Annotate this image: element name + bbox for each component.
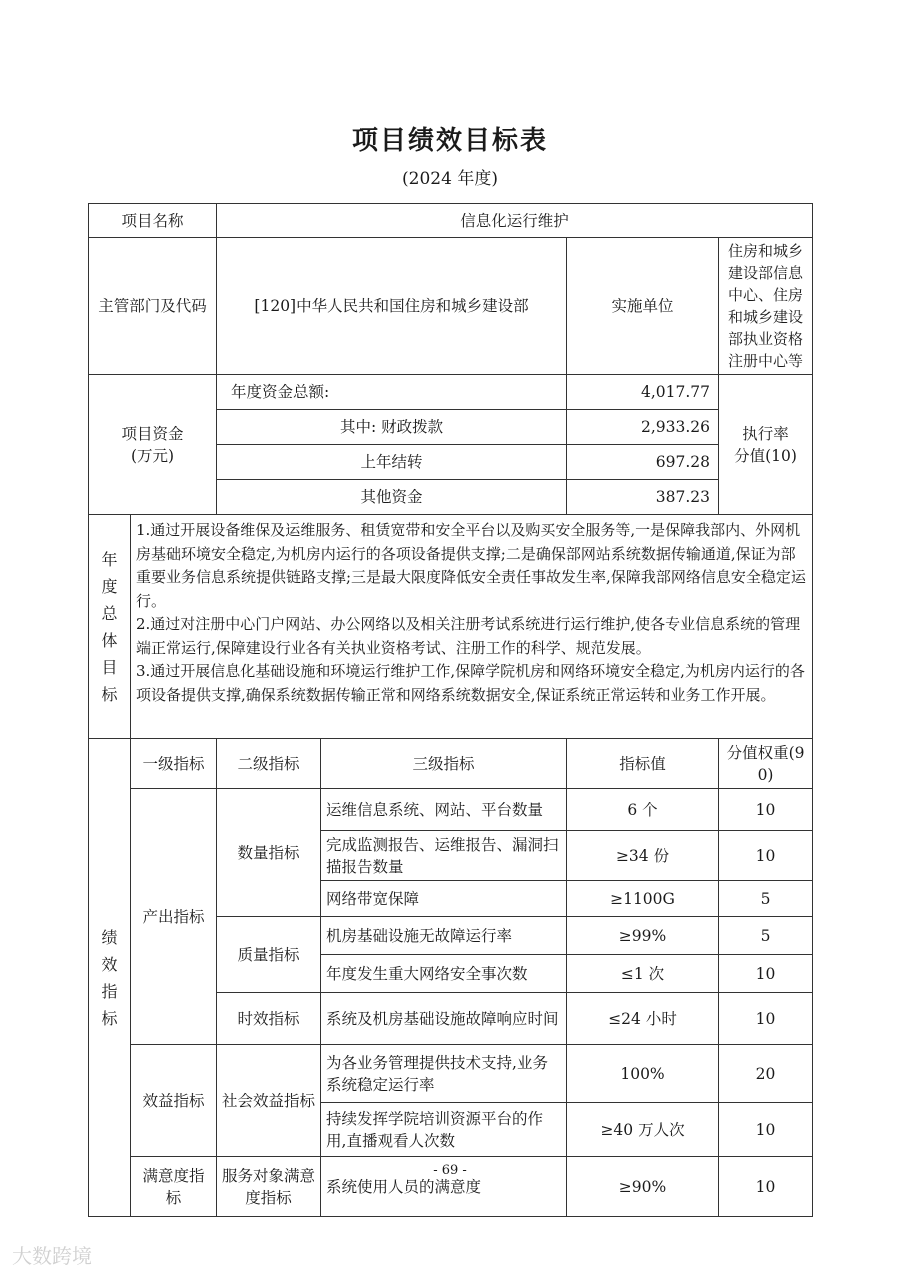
header-value: 指标值: [567, 739, 719, 789]
dept-value: [120]中华人民共和国住房和城乡建设部: [217, 238, 567, 375]
row-indicator: 机房基础设施无故障运行率: [321, 917, 567, 955]
project-name-value: 信息化运行维护: [217, 204, 813, 238]
row-value: 6 个: [567, 789, 719, 831]
row-value: ≥34 份: [567, 831, 719, 881]
fund-other-value: 387.23: [567, 480, 719, 515]
row-weight: 10: [719, 1157, 813, 1217]
row-weight: 10: [719, 993, 813, 1045]
goals-label-text: 年度总体目标: [101, 549, 118, 704]
header-level2: 二级指标: [217, 739, 321, 789]
impl-label: 实施单位: [567, 238, 719, 375]
row-indicator: 为各业务管理提供技术支持,业务系统稳定运行率: [321, 1045, 567, 1103]
goal-1: 1.通过开展设备维保及运维服务、租赁宽带和安全平台以及购买安全服务等,一是保障我部内、外网机房基础环境安全稳定,为机房内运行的各项设备提供支撑;二是确保部网站系统数据传输通道,保证为部重要业务信息系统提供链路支撑;三是最大限度降低安全责任事故发生率,保障我部网络信息安全稳定运行。: [136, 521, 806, 610]
fund-fiscal-label: 其中: 财政拨款: [217, 410, 567, 445]
row-value: ≥40 万人次: [567, 1103, 719, 1157]
row-indicator: 运维信息系统、网站、平台数量: [321, 789, 567, 831]
group-quality: 质量指标: [217, 917, 321, 993]
group-quantity: 数量指标: [217, 789, 321, 917]
row-value: ≤1 次: [567, 955, 719, 993]
goal-2: 2.通过对注册中心门户网站、办公网络以及相关注册考试系统进行运行维护,使各专业信息系统的管理端正常运行,保障建设行业各有关执业资格考试、注册工作的科学、规范发展。: [136, 615, 801, 657]
fund-fiscal-value: 2,933.26: [567, 410, 719, 445]
perf-label-text: 绩效指标: [101, 927, 118, 1028]
dept-label: 主管部门及代码: [89, 238, 217, 375]
perf-label: [89, 739, 131, 1217]
goal-3: 3.通过开展信息化基础设施和环境运行维护工作,保障学院机房和网络环境安全稳定,为机房内运行的各项设备提供支撑,确保系统数据传输正常和网络系统数据安全,保证系统正常运转和业务工作开展。: [136, 662, 805, 704]
page-title: 项目绩效目标表: [351, 126, 548, 156]
impl-value: 住房和城乡建设部信息中心、住房和城乡建设部执业资格注册中心等: [719, 238, 813, 375]
header-level3: 三级指标: [321, 739, 567, 789]
goals-text: [131, 515, 813, 739]
row-indicator: 年度发生重大网络安全事次数: [321, 955, 567, 993]
group-timeliness: 时效指标: [217, 993, 321, 1045]
year-subtitle: (2024 年度): [402, 169, 498, 189]
exec-rate-label: 执行率 分值(10): [719, 375, 813, 515]
performance-table: [88, 203, 813, 1217]
group-satisfaction: 满意度指标: [131, 1157, 217, 1217]
page-number: - 69 -: [433, 1163, 467, 1178]
group-output: 产出指标: [131, 789, 217, 1045]
row-weight: 20: [719, 1045, 813, 1103]
row-indicator: 系统使用人员的满意度: [321, 1157, 567, 1217]
fund-label: 项目资金 (万元): [89, 375, 217, 515]
project-name-label: 项目名称: [89, 204, 217, 238]
row-indicator: 系统及机房基础设施故障响应时间: [321, 993, 567, 1045]
watermark: 大数跨境: [12, 1244, 92, 1268]
row-indicator: 持续发挥学院培训资源平台的作用,直播观看人次数: [321, 1103, 567, 1157]
row-value: ≥99%: [567, 917, 719, 955]
header-level1: 一级指标: [131, 739, 217, 789]
row-weight: 10: [719, 831, 813, 881]
row-indicator: 完成监测报告、运维报告、漏洞扫描报告数量: [321, 831, 567, 881]
header-weight: 分值权重(90): [719, 739, 813, 789]
row-value: 100%: [567, 1045, 719, 1103]
row-indicator: 网络带宽保障: [321, 881, 567, 917]
group-social: 社会效益指标: [217, 1045, 321, 1157]
fund-other-label: 其他资金: [217, 480, 567, 515]
goals-label: [89, 515, 131, 739]
row-weight: 10: [719, 1103, 813, 1157]
fund-carryover-label: 上年结转: [217, 445, 567, 480]
fund-carryover-value: 697.28: [567, 445, 719, 480]
row-value: ≥90%: [567, 1157, 719, 1217]
fund-total-label: 年度资金总额:: [217, 375, 567, 410]
fund-total-value: 4,017.77: [567, 375, 719, 410]
row-value: ≤24 小时: [567, 993, 719, 1045]
row-weight: 10: [719, 789, 813, 831]
row-weight: 10: [719, 955, 813, 993]
group-benefit: 效益指标: [131, 1045, 217, 1157]
group-service: 服务对象满意度指标: [217, 1157, 321, 1217]
row-weight: 5: [719, 881, 813, 917]
row-value: ≥1100G: [567, 881, 719, 917]
row-weight: 5: [719, 917, 813, 955]
